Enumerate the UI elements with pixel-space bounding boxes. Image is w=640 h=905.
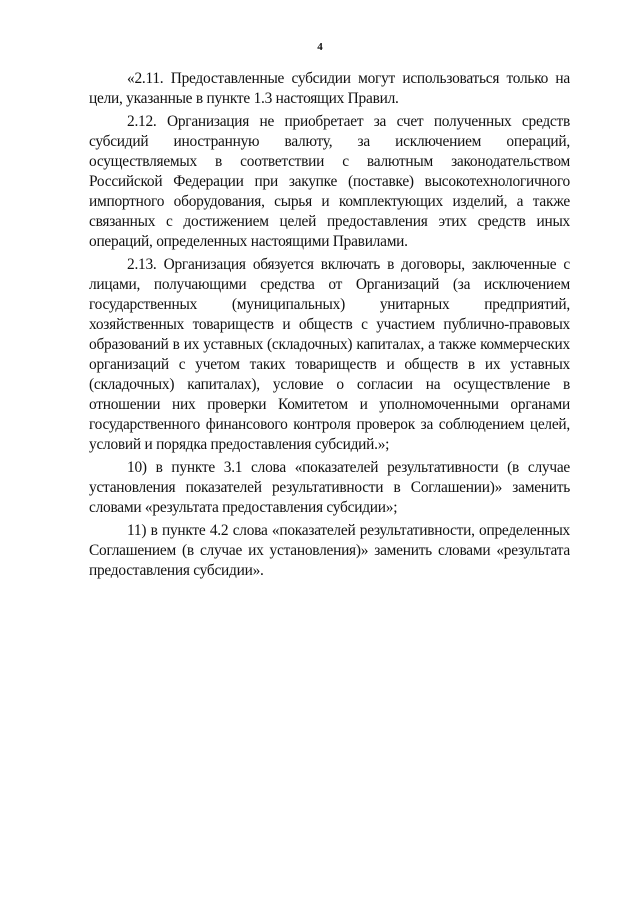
paragraph-2-11: «2.11. Предоставленные субсидии могут использоваться только на цели, указанные в пункте 1.3 настоящих Правил. bbox=[89, 70, 570, 107]
document-body bbox=[89, 69, 570, 584]
paragraph-item-11: 11) в пункте 4.2 слова «показателей результативности, определенных Соглашением (в случае их установления)» заменить словами «результата предоставления субсидии». bbox=[89, 522, 570, 579]
paragraph-2-12: 2.12. Организация не приобретает за счет полученных средств субсидий иностранную валюту, за исключением операций, осуществляемых в соответствии с валютным законодательством Российской Федерации при закупке (поставке) высокотехнологичного импортного оборудования, сырья и комплектующих изделий, а также связанных с достижением целей предоставления этих средств иных операций, определенных настоящими Правилами. bbox=[89, 113, 570, 250]
paragraph-2-13: 2.13. Организация обязуется включать в договоры, заключенные с лицами, получающими средства от Организаций (за исключением государственных (муниципальных) унитарных предприятий, хозяйственных товариществ и обществ с участием публично-правовых образований в их уставных (складочных) капиталах, а также коммерческих организаций с учетом таких товариществ и обществ в их уставных (складочных) капиталах), условие о согласии на осуществление в отношении них проверки Комитетом и уполномоченными органами государственного финансового контроля проверок за соблюдением целей, условий и порядка предоставления субсидий.»; bbox=[89, 256, 570, 453]
paragraph-item-10: 10) в пункте 3.1 слова «показателей результативности (в случае установления показателей результативности в Соглашении)» заменить словами «результата предоставления субсидии»; bbox=[89, 459, 570, 516]
page-number: 4 bbox=[317, 41, 323, 53]
